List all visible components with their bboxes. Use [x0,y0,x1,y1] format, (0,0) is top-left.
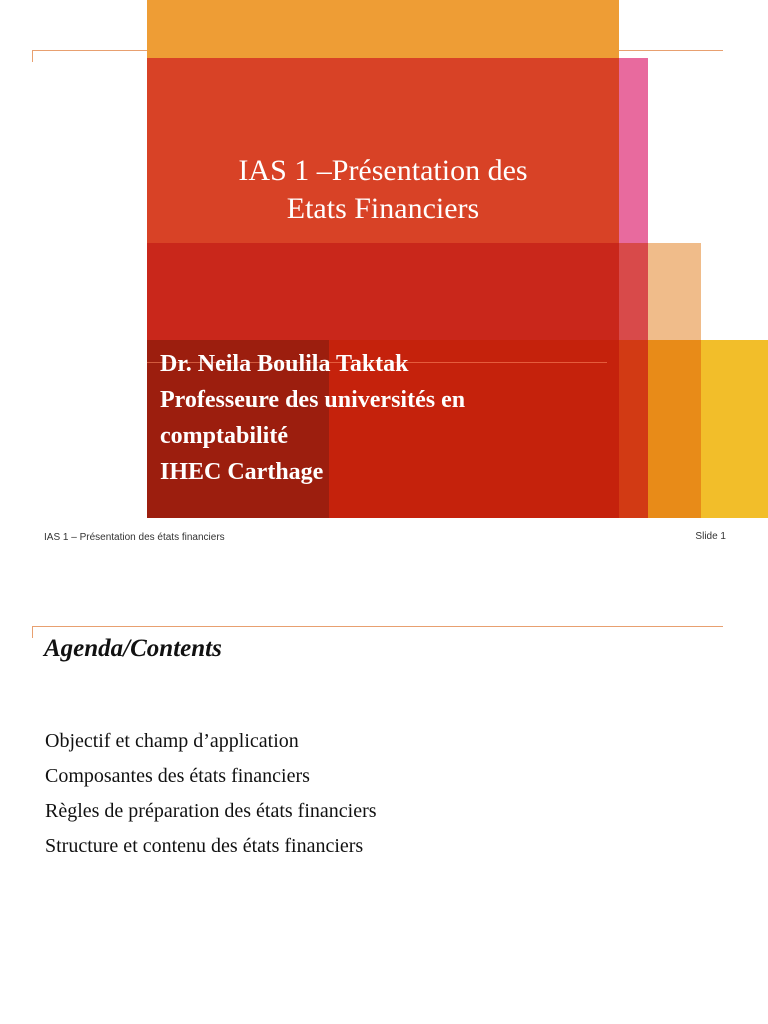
author-name: Dr. Neila Boulila Taktak [160,351,409,377]
slide-frame-top-line [32,626,723,627]
slide-frame-left-tick [32,626,33,638]
author-title-line-2: comptabilité [160,423,288,449]
red-middle-block [147,243,619,340]
agenda-item-objectif: Objectif et champ d’application [45,730,299,752]
agenda-item-structure: Structure et contenu des états financiers [45,835,364,857]
orange-top-block [147,0,619,58]
yellow-block [701,340,768,518]
red-orange-side-block [619,340,648,518]
slide-number: Slide 1 [695,531,726,542]
author-block [160,346,620,490]
slide-footer-title: IAS 1 – Présentation des états financiers [44,532,225,543]
agenda-slide [0,560,768,1024]
author-title-line-1: Professeure des universités en [160,387,466,413]
peach-block [648,243,701,340]
slide-title-line-2: Etats Financiers [286,192,480,225]
slide-frame-left-tick [32,50,33,62]
agenda-item-composantes: Composantes des états financiers [45,765,310,787]
agenda-list [45,724,377,864]
rose-overlap-block [619,243,648,340]
amber-block [648,340,701,518]
author-institution: IHEC Carthage [160,459,324,485]
pink-block [619,58,648,243]
slide-title [147,152,619,228]
agenda-item-regles: Règles de préparation des états financiers [45,800,377,822]
slide-title-line-1: IAS 1 –Présentation des [238,154,528,187]
agenda-heading: Agenda/Contents [44,635,222,662]
